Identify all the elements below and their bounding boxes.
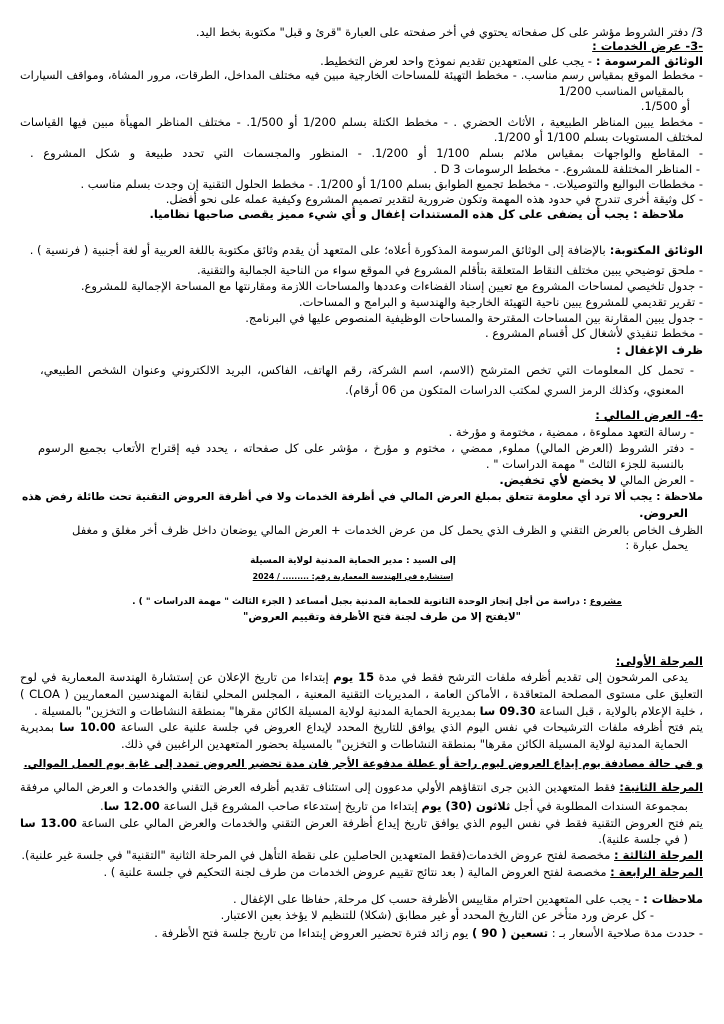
text-line — [80, 176, 703, 192]
text: إبتداءا من تاريخ إستدعاء صاحب المشروع قبل الساعة — [159, 799, 422, 813]
text: - مخططات البواليع والتوصيلات. - مخطط تجميع الطوابق بسلم 1/100 أو 1/200. - مخطط الحلول التقنية إن وجدت بسلم مناسب . — [80, 177, 703, 191]
bold-text: ظرف الإغفال : — [616, 343, 703, 357]
bold-text: إستشارة في الهندسة المعمارية رقم: ......... / 2024 — [252, 572, 454, 581]
text-line — [245, 310, 703, 326]
text: بمديرية الحماية المدنية لولاية المسيلة الكائن مقرها" بمنطقة النشاطات و التخزين" بالمسيلة . — [34, 704, 480, 718]
text-line — [72, 522, 703, 538]
text-line — [24, 756, 703, 772]
bold-text: : دراسة من أجل إنجاز الوحدة الثانوية للحماية المدنية بجبل أمساعد ( الجزء الثالث " مهمة الدراسات " ) . — [132, 597, 590, 607]
text-line — [40, 362, 694, 378]
text-line — [559, 83, 684, 99]
bold-text: إلى السيد : مدير الحماية المدنية لولاية المسيلة — [250, 556, 456, 566]
text-line — [233, 891, 703, 907]
text: - المناظر المختلفة للمشروع. - مخطط الرسومات 3 D . — [433, 162, 700, 176]
text-line — [639, 505, 688, 521]
bold-text: 10.00 سا — [59, 721, 116, 734]
text: - رسالة التعهد مملوءة ، ممضية ، مختومة و مؤرخة . — [448, 425, 694, 439]
text: التعليق على مستوى المصلحة المتعاقدة ، الأماكن العامة ، المديريات التقنية المعنية ، المجلس المحلي لنقابة المهندسين المعماريين ( CLOA ) — [20, 687, 703, 701]
text: يدعى المرشحون إلى تقديم أظرفه ملفات الترشح فقط في مدة — [374, 670, 688, 684]
text: - حددت مدة صلاحية الأسعار بـ : — [548, 926, 703, 940]
text: - المقاطع والواجهات بمقياس ملائم بسلم 1/100 أو 1/200. - المنظور والمجسمات التي تحدد طبيعة و شكل المشروع . — [30, 146, 703, 160]
text-line — [20, 669, 688, 685]
bold-text: الوثائق المرسومة : — [591, 54, 703, 68]
text-line — [38, 440, 694, 456]
text: المعنوي، وكذلك الرمز السري لمكتب الدراسات المتكون من 06 أرقام). — [345, 383, 684, 397]
text-line — [30, 145, 703, 161]
text: - مخطط يبين المناظر الطبيعية ، الأثاث الحضري . - مخطط الكتلة بسلم 1/200 أو 1/500. - مختلف المناظر المهيأة مبين فيها القياسات — [20, 115, 703, 129]
text-line — [154, 925, 703, 941]
text-line — [20, 780, 703, 796]
bold-text: تسعين ( 90 ) — [472, 926, 549, 940]
text-line — [240, 609, 524, 625]
bold-text: 13.00 سا — [20, 816, 77, 830]
bold-text: -3- عرض الخدمات : — [592, 39, 703, 53]
text-line — [100, 798, 688, 814]
bold-text: 15 يوم — [333, 670, 375, 684]
text-line — [598, 831, 688, 847]
text-line — [616, 342, 703, 358]
text-line — [20, 815, 703, 831]
text: يحمل عبارة : — [625, 538, 688, 552]
text-line — [433, 161, 700, 177]
text: يتم فتح العروض التقنية فقط في نفس اليوم الذي يوافق تاريخ إيداع أظرفة العرض التقني والخدمات والعرض المالي على الساعة — [76, 816, 703, 830]
bold-text: الوثائق المكتوبة: — [605, 243, 703, 257]
text-line — [20, 114, 703, 130]
text: - يجب على المتعهدين احترام مقاييس الأظرفة حسب كل مرحلة, حفاظا على الإغفال . — [232, 892, 640, 906]
text-line — [81, 278, 703, 294]
text: - جدول يبين المقارنة بين المساحات المقترحة والمساحات الوظيفية المنصوص عليها في البرنامج. — [245, 311, 703, 325]
text-line — [485, 325, 703, 341]
text: ، خلية الإعلام بالولاية ، قبل الساعة — [535, 704, 703, 718]
text: - جدول تلخيصي لمساحات المشروع مع تعيين إسناد الفضاءات وعددها والمساحات اللازمة ومقارنتها مع المساحة الإجمالية للمشروع. — [80, 279, 703, 293]
bold-text: العروض. — [639, 506, 688, 520]
text-line — [299, 294, 703, 310]
text: - تقرير تقديمي للمشروع يبين ناحية التهيئة الخارجية والهندسية و البرامج و المساحات. — [298, 295, 703, 309]
text-line — [21, 847, 703, 863]
text-line — [103, 864, 703, 880]
bold-text: ثلاثون (30) يوم — [421, 799, 511, 813]
text: يوم زائد فترة تحضير العروض إبتداءا من تاريخ جلسة فتح الأظرفة . — [154, 926, 473, 940]
text: مخصصة لفتح عروض الخدمات(فقط المتعهدين الحاصلين على نقطة التأهل في المرحلة الثانية "التقنية" في جلسة غير علنية). — [21, 848, 615, 862]
text-line — [30, 242, 703, 258]
text: بالنسبة للجزء الثالث " مهمة الدراسات " . — [485, 457, 684, 471]
text: - ملحق توضيحي يبين مختلف النقاط المتعلقة بتأقلم المشروع في الموقع سواء من الناحية الجمالية والتقنية. — [196, 263, 703, 277]
bold-text: 09.30 سا — [479, 704, 536, 718]
text-line — [149, 206, 684, 222]
text-line — [449, 424, 694, 440]
text: بالمقياس المناسب 1/200 — [558, 84, 684, 98]
text: يتم فتح أظرفه ملفات الترشيحات في نفس اليوم الذي يوافق للتاريخ المحدد لإيداع العروض في جلسة علنية على الساعة — [115, 721, 703, 734]
text-line — [130, 594, 624, 610]
bold-text: مشروع — [589, 597, 622, 607]
text-line — [197, 262, 703, 278]
text-line — [34, 703, 703, 719]
text-line — [20, 68, 703, 84]
text: - تحمل كل المعلومات التي تخص المترشح (الاسم، اسم الشركة، رقم الهاتف، الفاكس، البريد الالكتروني وعنوان الشخص الطبيعي، — [40, 363, 694, 377]
text-line — [494, 129, 703, 145]
bold-text: لا يخضع لأي تخفيض. — [499, 473, 617, 487]
text: - دفتر الشروط (العرض المالي) مملوء, ممضي ، مختوم و مؤرخ ، مؤشر على كل صفحاته ، يحدد فيه إقتراح الأتعاب بجميع الرسوم — [38, 441, 694, 455]
text-line — [486, 456, 684, 472]
text-line — [166, 191, 703, 207]
text: أو 1/500. — [640, 99, 690, 113]
text-line — [221, 907, 654, 923]
bold-text: المرحلة الأولى: — [615, 654, 703, 668]
text-line — [20, 720, 703, 736]
text: - يجب على المتعهدين تقديم نموذج واحد لعرض التخطيط. — [320, 54, 592, 68]
text-line — [625, 537, 688, 553]
bold-text: ملاحظات : — [639, 892, 703, 906]
text: . — [100, 799, 104, 813]
text: - مخطط تنفيذي لأشغال كل أقسام المشروع . — [484, 326, 703, 340]
text: فقط المتعهدين الذين جرى انتقاؤهم الأولي مدعوون إلى استئناف تقديم أظرفه العرض التقني والخدمات و العرض المالي مرفقة — [20, 781, 620, 794]
bold-text: "لايفتح إلا من طرف لجنة فتح الأظرفة وتقييم العروض" — [242, 611, 522, 623]
bold-text: المرحلة الثانية: — [619, 781, 703, 794]
bold-text: 12.00 سا — [103, 799, 160, 813]
text-line — [616, 653, 703, 669]
text: - كل عرض ورد متأخر عن التاريخ المحدد أو غير مطابق (شكلا) للتنظيم لا يؤخذ بعين الاعتبار. — [220, 908, 654, 922]
text: الحماية المدنية لولاية المسيلة الكائن مقرها" بمنطقة النشاطات و التخزين" بالمسيلة بحضور المتعهدين الراغبين في ذلك. — [121, 737, 688, 751]
bold-text: -4- العرض المالي : — [595, 408, 703, 422]
text-line — [121, 736, 688, 752]
bold-text: ملاحظة : يجب ألا ترد أي معلومة تتعلق بمبلغ العرض المالي في أظرفة الخدمات ولا في أظرفة العروض التقنية تحت طائلة رفض هذه — [22, 491, 703, 503]
text: 3/ دفتر الشروط مؤشر على كل صفحاته يحتوي في أخر صفحته على العبارة "قرئ و قبل" مكتوبة بخط اليد. — [195, 25, 703, 39]
text: لمختلف المستويات بسلم 1/100 أو 1/200. — [493, 130, 703, 144]
text-line — [250, 553, 456, 569]
text-line — [595, 407, 703, 423]
text-line — [22, 489, 703, 505]
text: - كل وثيقة أخرى تندرج في حدود هذه المهمة وتكون ضرورية لتقدير تصميم المشروع وكيفية عمله على نحو أفضل. — [165, 192, 703, 206]
text-line — [592, 38, 703, 54]
bold-text: المرحلة الثالثة : — [614, 848, 703, 862]
text-line — [320, 53, 703, 69]
text: مخصصة لفتح العروض المالية ( بعد نتائج تقييم عروض الخدمات من طرف لجنة التحكيم في جلسة علنية ) . — [103, 865, 611, 879]
text: بالإضافة إلى الوثائق المرسومة المذكورة أعلاه؛ على المتعهد أن يقدم وثائق مكتوبة باللغة العربية أو لغة أجنبية ( فرنسية ) . — [29, 243, 606, 257]
text-line — [641, 98, 690, 114]
bold-text: ملاحظة : يجب أن يضفى على كل هذه المستندات إغفال و أي شيء مميز يقصى صاحبها نظاميا. — [149, 207, 684, 221]
text-line — [250, 569, 456, 585]
text: إبتداءا من تاريخ الإعلان عن إستشارة الهندسة المعمارية في لوح — [20, 670, 334, 684]
text: بمجموعة السندات المطلوبة في أجل — [510, 799, 688, 813]
text-line — [345, 382, 684, 398]
text: - مخطط الموقع بمقياس رسم مناسب. - مخطط التهيئة للمساحات الخارجية مبين فيه مختلف المداخل، الطرقات، مرور المشاة، ومواقف السيارات — [20, 69, 703, 82]
text: - العرض المالي — [616, 473, 694, 487]
bold-text: و في حالة مصادفة يوم إيداع العروض ليوم راحة أو عطلة مدفوعة الأجر فان مدة تحضير العروض تمدد إلى غاية يوم العمل الموالي. — [23, 757, 703, 770]
text-line — [20, 686, 703, 702]
bold-text: المرحلة الرابعة : — [610, 865, 703, 879]
text: ( في جلسة علنية). — [598, 832, 688, 846]
text: الظرف الخاص بالعرض التقني و الظرف الذي يحمل كل من عرض الخدمات + العرض المالي يوضعان داخل ظرف أخر مغلق و مغفل — [72, 523, 703, 537]
text: بمديرية — [20, 721, 60, 734]
text-line — [499, 472, 694, 488]
